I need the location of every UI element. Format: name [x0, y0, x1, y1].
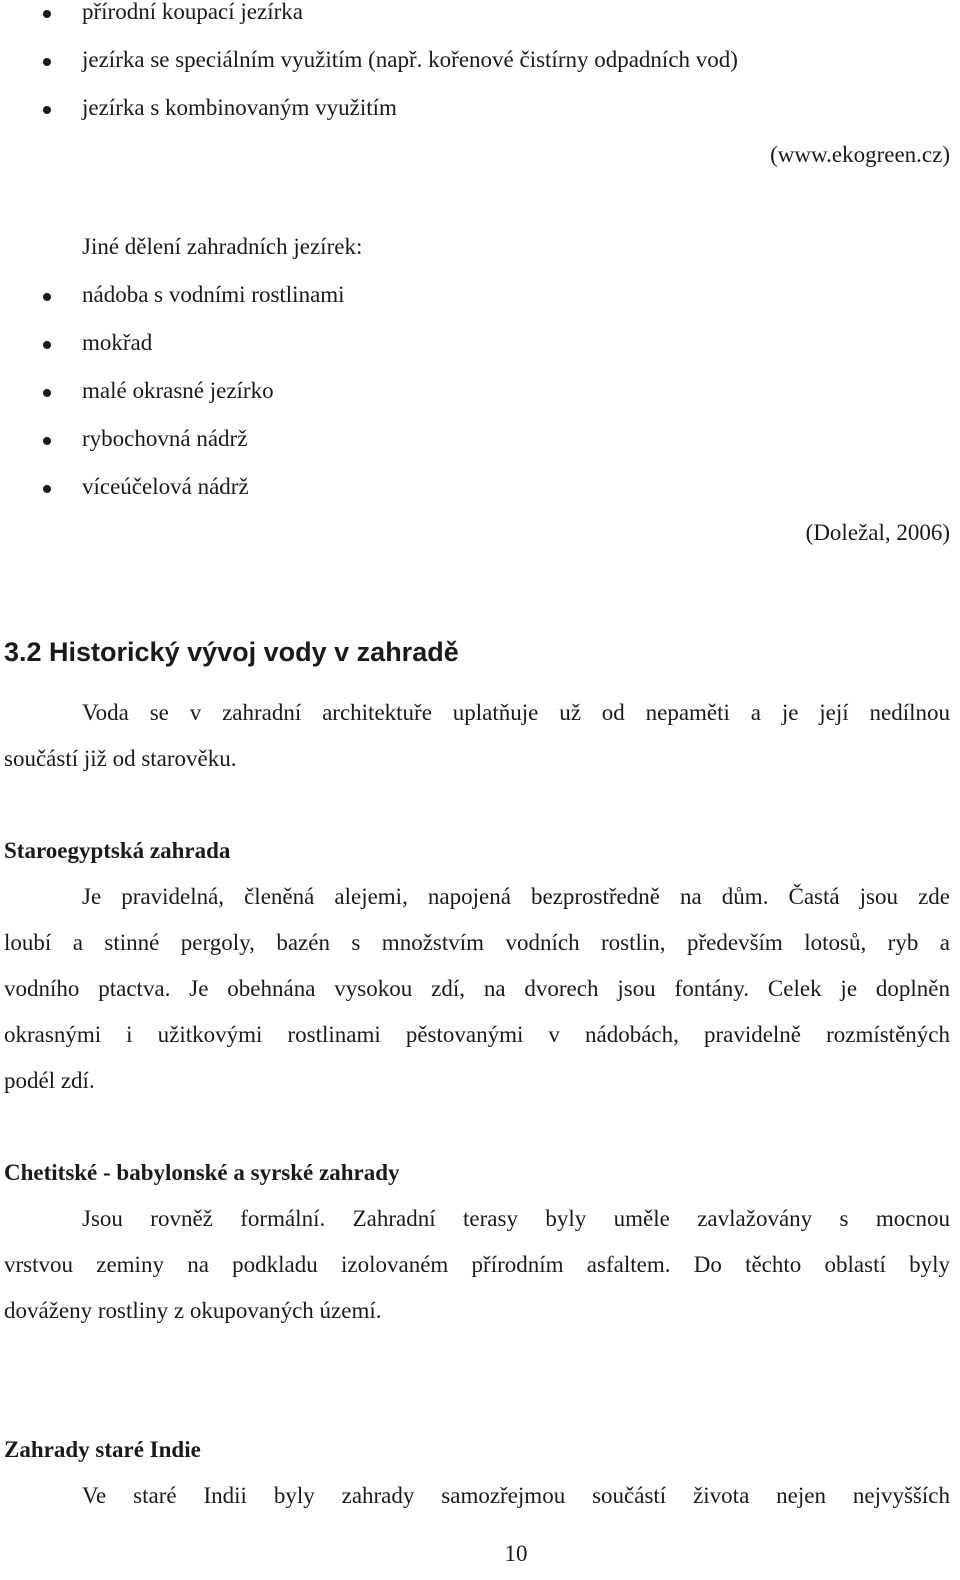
bullet-icon	[43, 437, 51, 445]
paragraph-line: vrstvou zeminy na podkladu izolovaném přírodním asfaltem. Do těchto oblastí byly	[4, 1252, 950, 1277]
paragraph-line: okrasnými i užitkovými rostlinami pěstovanými v nádobách, pravidelně rozmístěných	[4, 1022, 950, 1047]
source-citation: (Doležal, 2006)	[805, 520, 950, 545]
list-item-text: víceúčelová nádrž	[82, 474, 249, 499]
list-item-text: přírodní koupací jezírka	[82, 0, 303, 24]
list-item-text: jezírka se speciálním využitím (např. kořenové čistírny odpadních vod)	[82, 47, 738, 72]
page-number: 10	[504, 1541, 528, 1566]
list-intro: Jiné dělení zahradních jezírek:	[82, 234, 363, 259]
paragraph-line: Je pravidelná, členěná alejemi, napojená bezprostředně na dům. Častá jsou zde	[82, 884, 950, 909]
bullet-icon	[43, 293, 51, 301]
list-item-text: jezírka s kombinovaným využitím	[82, 95, 397, 120]
section-heading: 3.2 Historický vývoj vody v zahradě	[4, 637, 459, 667]
bullet-icon	[43, 485, 51, 493]
paragraph-line: vodního ptactva. Je obehnána vysokou zdí, na dvorech jsou fontány. Celek je doplněn	[4, 976, 950, 1001]
paragraph-line: Ve staré Indii byly zahrady samozřejmou součástí života nejen nejvyšších	[82, 1483, 950, 1508]
bullet-icon	[43, 58, 51, 66]
bullet-icon	[43, 10, 51, 18]
paragraph-line: Jsou rovněž formální. Zahradní terasy byly uměle zavlažovány s mocnou	[82, 1206, 950, 1231]
list-item-text: malé okrasné jezírko	[82, 378, 274, 403]
paragraph-line: dováženy rostliny z okupovaných území.	[4, 1298, 382, 1323]
list-item-text: nádoba s vodními rostlinami	[82, 282, 345, 307]
list-item-text: mokřad	[82, 330, 153, 355]
bullet-icon	[43, 341, 51, 349]
bullet-icon	[43, 106, 51, 114]
paragraph-line: Voda se v zahradní architektuře uplatňuje už od nepaměti a je její nedílnou	[82, 700, 950, 725]
paragraph-line: součástí již od starověku.	[4, 746, 237, 771]
subsection-heading: Staroegyptská zahrada	[4, 838, 231, 863]
subsection-heading: Zahrady staré Indie	[4, 1437, 201, 1462]
bullet-icon	[43, 389, 51, 397]
list-item-text: rybochovná nádrž	[82, 426, 248, 451]
subsection-heading: Chetitské - babylonské a syrské zahrady	[4, 1160, 400, 1185]
source-citation: (www.ekogreen.cz)	[770, 142, 950, 167]
paragraph-line: loubí a stinné pergoly, bazén s množstvím vodních rostlin, především lotosů, ryb a	[4, 930, 950, 955]
paragraph-line: podél zdí.	[4, 1068, 95, 1093]
